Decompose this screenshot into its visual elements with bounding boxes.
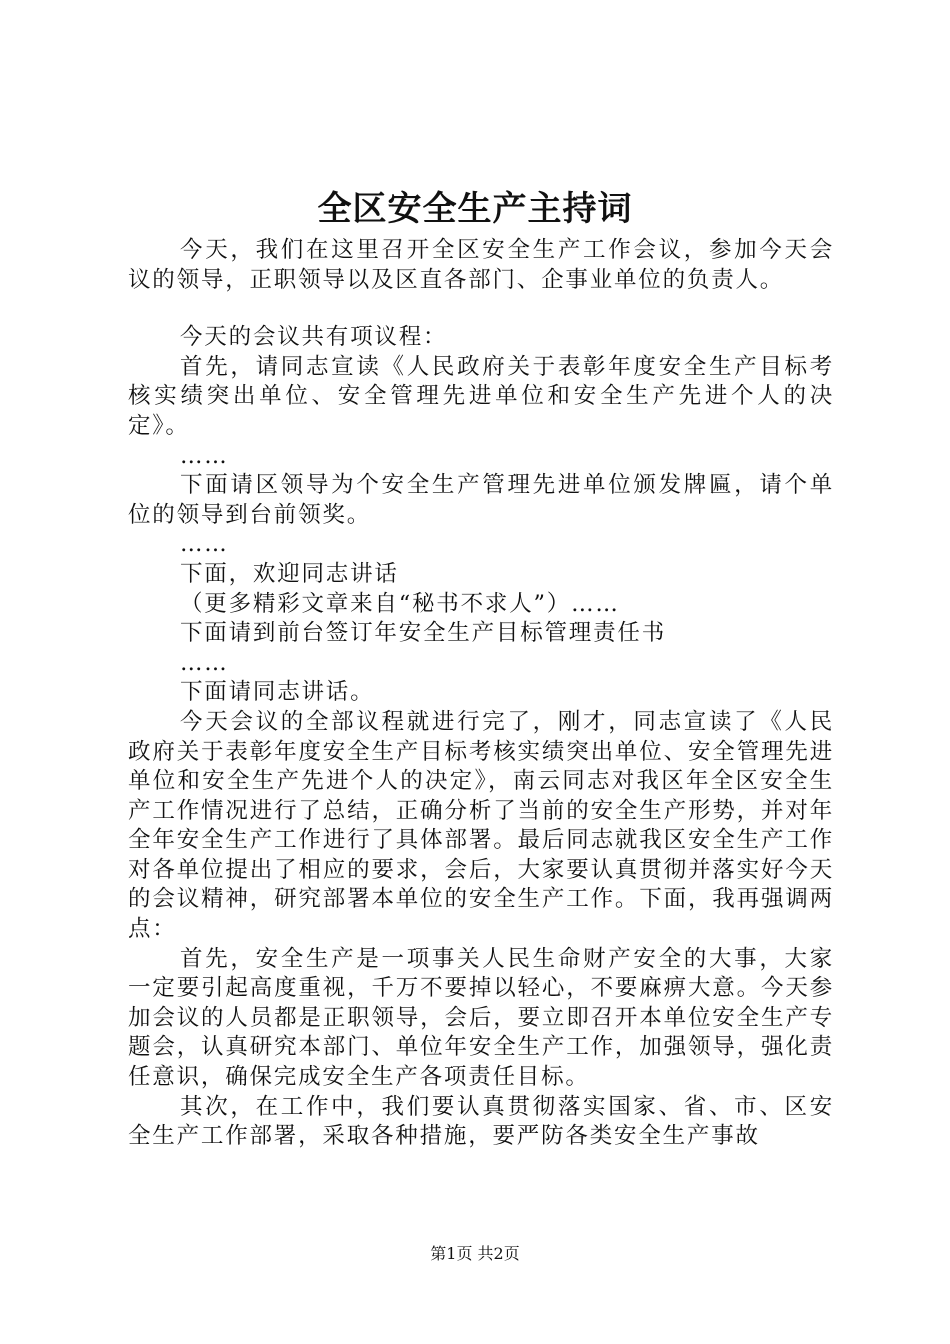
- paragraph-point-two: 其次，在工作中，我们要认真贯彻落实国家、省、市、区安全生产工作部署，采取各种措施，要严防各类安全生产事故: [128, 1093, 834, 1150]
- paragraph-award: 下面请区领导为个安全生产管理先进单位颁发牌匾，请个单位的领导到台前领奖。: [128, 472, 834, 528]
- ellipsis-line: ……: [180, 649, 229, 676]
- paragraph-speech: 下面，欢迎同志讲话: [180, 560, 399, 587]
- paragraph-opening: 今天，我们在这里召开全区安全生产工作会议，参加今天会议的领导，正职领导以及区直各部门、企事业单位的负责人。: [128, 237, 834, 293]
- ellipsis-line: ……: [180, 442, 229, 469]
- paragraph-sign-responsibility: 下面请到前台签订年安全生产目标管理责任书: [180, 620, 667, 647]
- page-footer: 第1页 共2页: [430, 1244, 520, 1263]
- paragraph-first-item: 首先，请同志宣读《人民政府关于表彰年度安全生产目标考核实绩突出单位、安全管理先进单位和安全生产先进个人的决定》。: [128, 353, 834, 439]
- paragraph-next-speech: 下面请同志讲话。: [180, 679, 375, 706]
- paragraph-summary: 今天会议的全部议程就进行完了，刚才，同志宣读了《人民政府关于表彰年度安全生产目标考核实绩突出单位、安全管理先进单位和安全生产先进个人的决定》，南云同志对我区年全区安全生产工作情况进行了总结，正确分析了当前的安全生产形势，并对年全年安全生产工作进行了具体部署。最后同志就我区安全生产工作对各单位提出了相应的要求，会后，大家要认真贯彻并落实好今天的会议精神，研究部署本单位的安全生产工作。下面，我再强调两点：: [128, 708, 834, 943]
- paragraph-point-one: 首先，安全生产是一项事关人民生命财产安全的大事，大家一定要引起高度重视，千万不要掉以轻心，不要麻痹大意。今天参加会议的人员都是正职领导，会后，要立即召开本单位安全生产专题会，认真研究本部门、单位年安全生产工作，加强领导，强化责任意识，确保完成安全生产各项责任目标。: [128, 945, 834, 1091]
- paragraph-source-note: （更多精彩文章来自“秘书不求人”）……: [180, 590, 620, 617]
- document-body: [128, 236, 834, 1152]
- document-title: 全区安全生产主持词: [317, 189, 633, 229]
- ellipsis-line: ……: [180, 531, 229, 558]
- paragraph-agenda: 今天的会议共有项议程：: [180, 324, 448, 351]
